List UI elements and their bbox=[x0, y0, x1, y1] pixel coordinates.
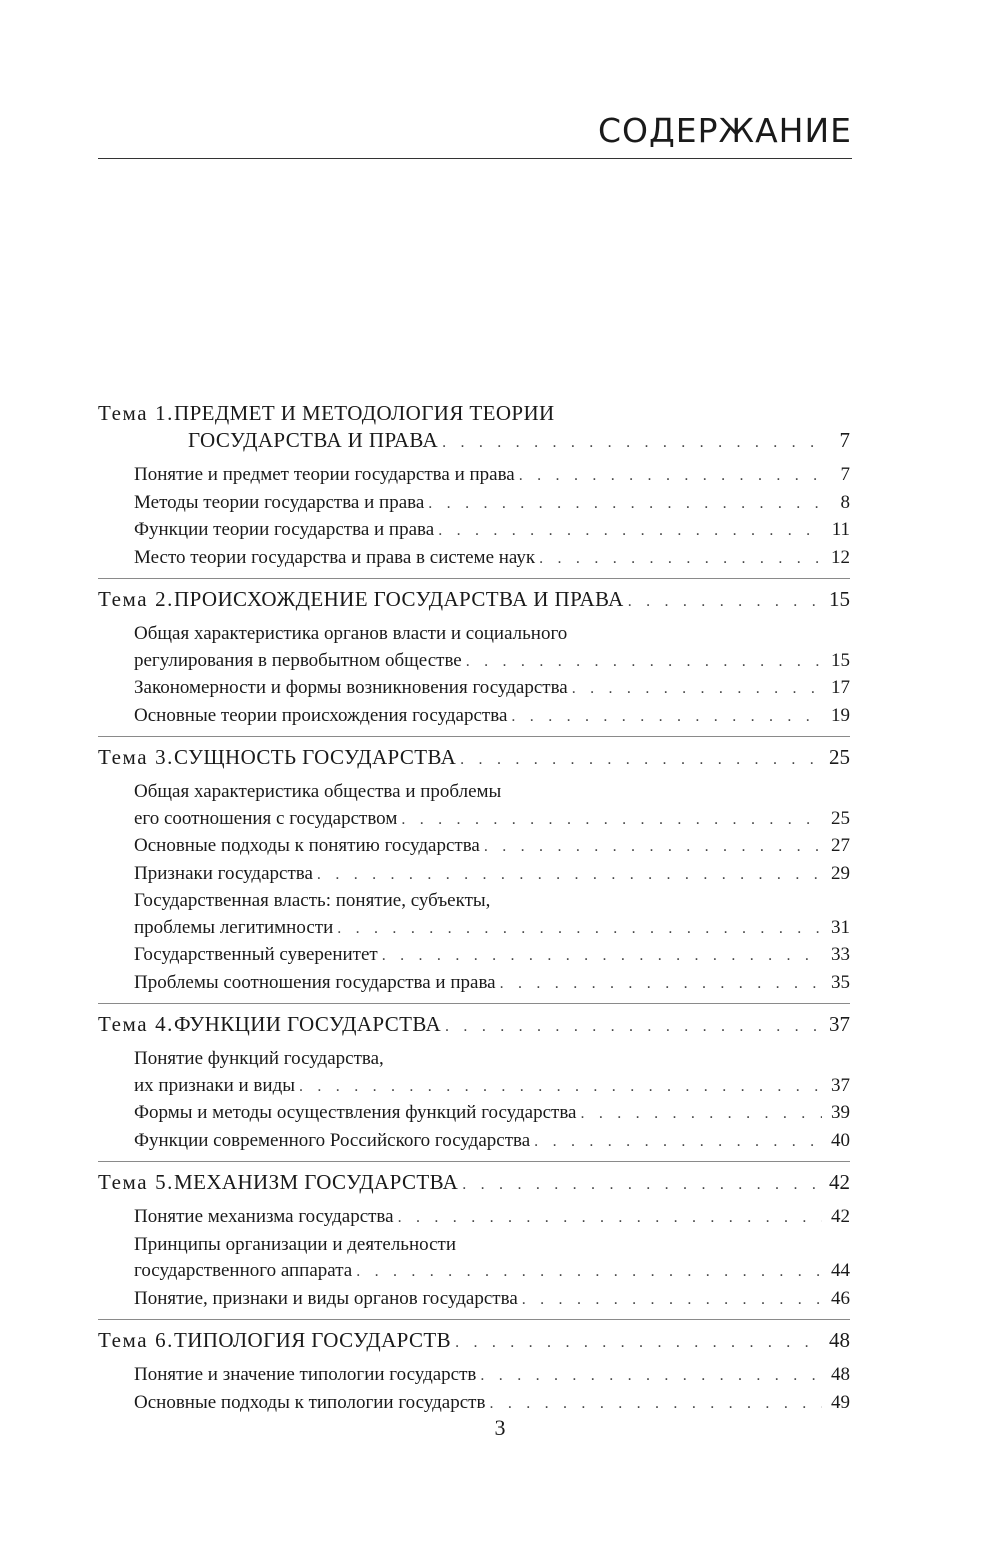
toc-topic-title-line1: ПРЕДМЕТ И МЕТОДОЛОГИЯ ТЕОРИИ bbox=[174, 401, 555, 425]
toc-section-title-line1: Общая характеристика общества и проблемы bbox=[134, 781, 502, 802]
toc-section-title-line1: Государственная власть: понятие, субъекты, bbox=[134, 890, 491, 911]
page-header bbox=[98, 110, 852, 159]
toc-topic bbox=[98, 400, 850, 572]
toc-topic bbox=[98, 1003, 850, 1155]
toc-topic-page: 7 bbox=[839, 428, 850, 452]
toc-section-page: 44 bbox=[831, 1260, 850, 1281]
toc-topic-prefix: Тема 2. bbox=[98, 587, 175, 611]
toc-topic bbox=[98, 578, 850, 730]
toc-section-page: 33 bbox=[831, 944, 850, 965]
toc-section-entry[interactable] bbox=[134, 1390, 850, 1418]
toc-section-list bbox=[98, 462, 850, 572]
toc-topic-prefix: Тема 5. bbox=[98, 1170, 175, 1194]
toc-topic-prefix: Тема 1. bbox=[98, 401, 175, 425]
toc-section-page: 35 bbox=[831, 971, 850, 993]
toc-topic-title: ПРОИСХОЖДЕНИЕ ГОСУДАРСТВА И ПРАВА bbox=[174, 587, 624, 611]
toc-section-page: 7 bbox=[840, 464, 850, 485]
toc-section-title: Функции современного Российского государства bbox=[134, 1129, 531, 1151]
toc-section-page: 40 bbox=[831, 1129, 850, 1151]
toc-section-entry[interactable] bbox=[134, 621, 850, 675]
toc-section-entry[interactable] bbox=[134, 833, 850, 861]
toc-section-entry[interactable] bbox=[134, 1362, 850, 1390]
toc-topic-prefix: Тема 3. bbox=[98, 745, 175, 769]
toc-section-title: Основные подходы к понятию государства bbox=[134, 835, 480, 856]
toc-topic-page: 42 bbox=[829, 1170, 850, 1194]
toc-section-title: Понятие механизма государства bbox=[134, 1206, 394, 1227]
toc-section-page: 39 bbox=[831, 1102, 850, 1123]
toc-section-title: Основные теории происхождения государства bbox=[134, 704, 508, 726]
toc-section-entry[interactable] bbox=[134, 779, 850, 833]
dot-leader bbox=[539, 546, 822, 573]
toc-topic-prefix: Тема 6. bbox=[98, 1328, 175, 1352]
toc-section-entry[interactable] bbox=[134, 545, 850, 573]
toc-section-title-line1: Понятие функций государства, bbox=[134, 1048, 384, 1069]
toc-section-title: проблемы легитимности bbox=[134, 916, 334, 938]
dot-leader bbox=[398, 1205, 822, 1232]
toc-section-title: Функции теории государства и права bbox=[134, 519, 435, 540]
toc-section-page: 15 bbox=[831, 649, 850, 671]
toc-topic bbox=[98, 1161, 850, 1313]
dot-leader bbox=[511, 704, 822, 731]
toc-section-title: Закономерности и формы возникновения государства bbox=[134, 677, 568, 698]
toc-section-page: 12 bbox=[831, 546, 850, 568]
dot-leader bbox=[317, 862, 822, 889]
toc-section-entry[interactable] bbox=[134, 888, 850, 942]
toc-section-title: Понятие и значение типологии государств bbox=[134, 1364, 477, 1385]
toc-section-list bbox=[98, 1362, 850, 1417]
toc-section-title: Понятие, признаки и виды органов государства bbox=[134, 1287, 518, 1309]
toc-section-page: 42 bbox=[831, 1206, 850, 1227]
toc-section-title: Проблемы соотношения государства и права bbox=[134, 971, 496, 993]
toc-section-title-line1: Общая характеристика органов власти и социального bbox=[134, 623, 568, 644]
toc-section-title: их признаки и виды bbox=[134, 1074, 295, 1096]
toc-section-title: регулирования в первобытном обществе bbox=[134, 649, 462, 671]
dot-leader bbox=[401, 807, 822, 834]
toc-section-title-line1: Принципы организации и деятельности bbox=[134, 1233, 457, 1255]
toc-section-entry[interactable] bbox=[134, 861, 850, 889]
toc-section-entry[interactable] bbox=[134, 517, 850, 545]
dot-leader bbox=[628, 588, 822, 615]
toc-section-entry[interactable] bbox=[134, 942, 850, 970]
toc-topic bbox=[98, 736, 850, 997]
toc-topic-page: 25 bbox=[829, 745, 850, 769]
toc-section-list bbox=[98, 621, 850, 730]
toc-section-title: Методы теории государства и права bbox=[134, 491, 425, 513]
toc-topic-prefix: Тема 4. bbox=[98, 1012, 175, 1036]
toc-section-page: 46 bbox=[831, 1287, 850, 1309]
dot-leader bbox=[382, 943, 822, 970]
toc-topic-title-line2: ГОСУДАРСТВА И ПРАВА bbox=[188, 428, 439, 452]
toc-section-list bbox=[98, 1046, 850, 1155]
toc-section-page: 11 bbox=[831, 519, 850, 540]
dot-leader bbox=[442, 429, 822, 456]
toc-topic-page: 15 bbox=[829, 587, 850, 611]
toc-topic bbox=[98, 1319, 850, 1417]
dot-leader bbox=[489, 1391, 822, 1418]
toc-section-page: 25 bbox=[831, 807, 850, 829]
dot-leader bbox=[534, 1129, 822, 1156]
toc-section-page: 48 bbox=[831, 1364, 850, 1385]
dot-leader bbox=[356, 1259, 822, 1286]
dot-leader bbox=[299, 1074, 822, 1101]
page-title: СОДЕРЖАНИЕ bbox=[597, 111, 852, 150]
toc-section-page: 27 bbox=[831, 835, 850, 856]
toc-section-page: 31 bbox=[831, 916, 850, 938]
toc-topic-heading[interactable] bbox=[98, 586, 850, 615]
toc-section-entry[interactable] bbox=[134, 675, 850, 703]
toc-topic-heading[interactable] bbox=[98, 1011, 850, 1040]
toc-section-entry[interactable] bbox=[134, 1232, 850, 1286]
toc-topic-title: СУЩНОСТЬ ГОСУДАРСТВА bbox=[174, 745, 457, 769]
toc-section-entry[interactable] bbox=[134, 703, 850, 731]
dot-leader bbox=[460, 746, 822, 773]
toc-section-page: 19 bbox=[831, 704, 850, 726]
toc-section-page: 49 bbox=[831, 1391, 850, 1413]
page-number: 3 bbox=[494, 1415, 506, 1440]
dot-leader bbox=[462, 1171, 822, 1198]
toc-section-page: 29 bbox=[831, 862, 850, 884]
toc-topic-title: ТИПОЛОГИЯ ГОСУДАРСТВ bbox=[174, 1328, 452, 1352]
dot-leader bbox=[484, 834, 822, 861]
toc-topic-page: 48 bbox=[829, 1328, 850, 1352]
toc-topic-heading[interactable] bbox=[98, 1327, 850, 1356]
toc-section-entry[interactable] bbox=[134, 490, 850, 518]
toc-section-title: Место теории государства и права в системе наук bbox=[134, 546, 536, 568]
dot-leader bbox=[428, 491, 822, 518]
toc-topic-title: ФУНКЦИИ ГОСУДАРСТВА bbox=[174, 1012, 442, 1036]
toc-topic-page: 37 bbox=[829, 1012, 850, 1036]
dot-leader bbox=[480, 1363, 822, 1390]
toc-section-list bbox=[98, 1204, 850, 1313]
dot-leader bbox=[580, 1101, 822, 1128]
dot-leader bbox=[572, 676, 822, 703]
toc-section-page: 17 bbox=[831, 677, 850, 698]
dot-leader bbox=[445, 1013, 822, 1040]
table-of-contents bbox=[98, 400, 850, 1417]
toc-section-entry[interactable] bbox=[134, 462, 850, 490]
toc-section-entry[interactable] bbox=[134, 1100, 850, 1128]
toc-section-entry[interactable] bbox=[134, 1286, 850, 1314]
toc-topic-heading[interactable] bbox=[98, 744, 850, 773]
toc-topic-heading[interactable] bbox=[98, 1169, 850, 1198]
dot-leader bbox=[455, 1329, 822, 1356]
dot-leader bbox=[522, 1287, 822, 1314]
dot-leader bbox=[500, 971, 822, 998]
toc-section-title: Основные подходы к типологии государств bbox=[134, 1391, 486, 1413]
toc-topic-heading[interactable] bbox=[98, 400, 850, 456]
toc-section-entry[interactable] bbox=[134, 1128, 850, 1156]
dot-leader bbox=[337, 916, 822, 943]
toc-section-entry[interactable] bbox=[134, 1204, 850, 1232]
toc-section-entry[interactable] bbox=[134, 1046, 850, 1100]
toc-section-title: Государственный суверенитет bbox=[134, 944, 378, 965]
dot-leader bbox=[466, 649, 822, 676]
toc-section-entry[interactable] bbox=[134, 970, 850, 998]
toc-section-title: Признаки государства bbox=[134, 862, 313, 884]
toc-section-title: Понятие и предмет теории государства и права bbox=[134, 464, 515, 485]
dot-leader bbox=[519, 463, 822, 490]
toc-topic-title: МЕХАНИЗМ ГОСУДАРСТВА bbox=[174, 1170, 459, 1194]
dot-leader bbox=[438, 518, 822, 545]
toc-section-list bbox=[98, 779, 850, 997]
toc-section-title: государственного аппарата bbox=[134, 1260, 353, 1281]
toc-section-title: Формы и методы осуществления функций государства bbox=[134, 1102, 577, 1123]
toc-section-page: 37 bbox=[831, 1074, 850, 1096]
toc-section-title: его соотношения с государством bbox=[134, 807, 398, 829]
toc-section-page: 8 bbox=[840, 491, 850, 513]
